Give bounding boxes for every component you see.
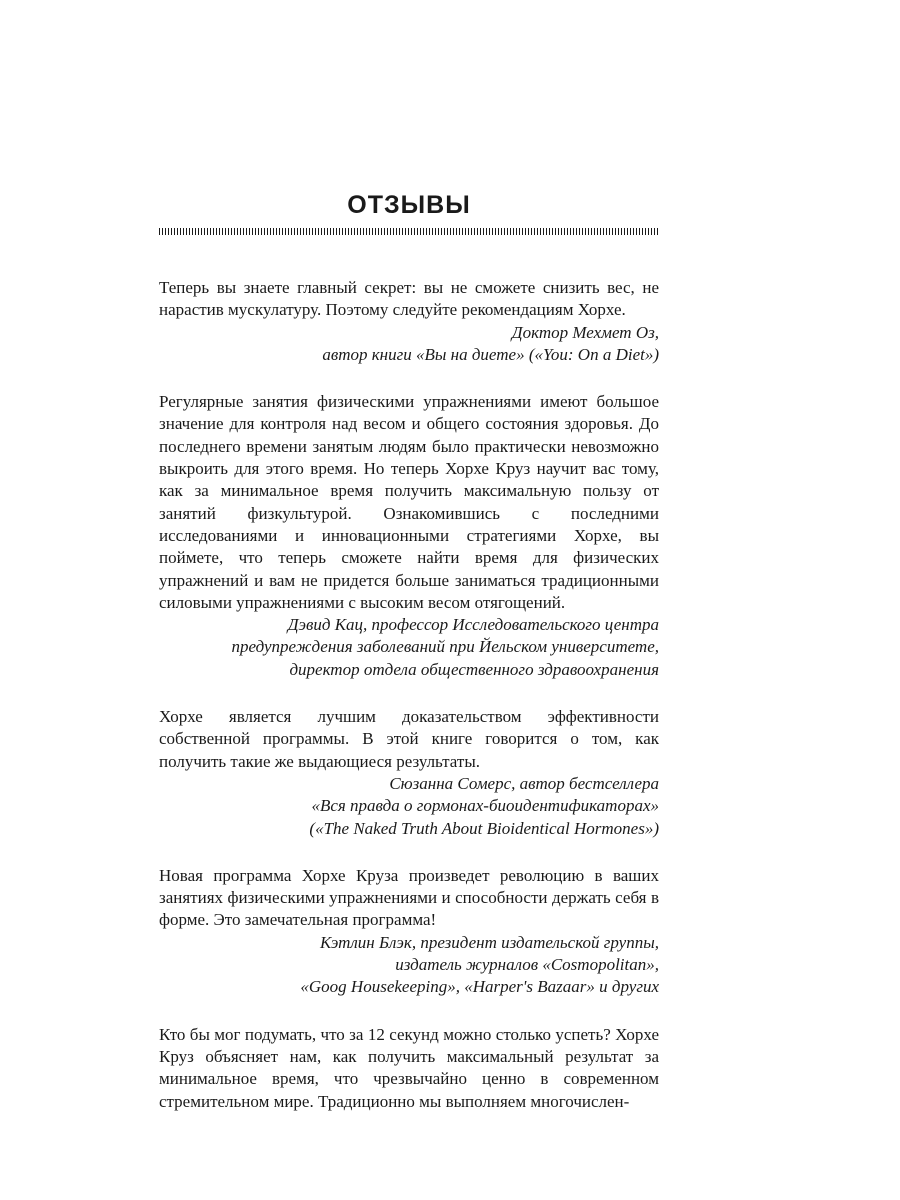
author-line: Кэтлин Блэк, президент издательской группы, (319, 932, 659, 952)
author-line: Сюзанна Сомерс, автор бестселлера (389, 773, 659, 793)
review-text: Теперь вы знаете главный секрет: вы не сможете снизить вес, не нарастив мускулатуру. Поэтому следуйте рекомендациям Хорхе. (159, 278, 659, 320)
review (159, 1024, 659, 1113)
review-text: Кто бы мог подумать, что за 12 секунд можно столько успеть? Хорхе Круз объясняет нам, как получить максимальный результат за минимальное время, что чрезвычайно ценно в современном стремительном мире. Традиционно мы выполняем многочислен- (159, 1024, 659, 1111)
book-page (159, 190, 659, 1113)
section-title: ОТЗЫВЫ (347, 191, 471, 219)
review-author (159, 614, 659, 681)
author-line: предупреждения заболеваний при Йельском университете, (231, 637, 659, 657)
review (159, 277, 659, 366)
author-line: «Вся правда о гормонах-биоидентификаторах» (311, 796, 659, 816)
author-line: издатель журналов «Cosmopolitan», (395, 955, 659, 975)
review-author (159, 932, 659, 999)
author-line: директор отдела общественного здравоохранения (289, 659, 659, 679)
author-line: автор книги «Вы на диете» («You: On a Diet») (322, 344, 659, 364)
review-text: Новая программа Хорхе Круза произведет революцию в ваших занятиях физическими упражнениями и способности держать себя в форме. Это замечательная программа! (159, 865, 659, 930)
review (159, 706, 659, 840)
review-text: Регулярные занятия физическими упражнениями имеют большое значение для контроля над весом и общего состояния здоровья. До последнего времени занятым людям было практически невозможно выкроить для этого время. Но теперь Хорхе Круз научит вас тому, как за минимальное время получить максимальную пользу от занятий физкультурой. Ознакомившись с последними исследованиями и инновационными стратегиями Хорхе, вы поймете, что теперь сможете найти время для физических упражнений и вам не придется больше заниматься традиционными силовыми упражнениями с высоким весом отягощений. (159, 392, 659, 612)
review-text: Хорхе является лучшим доказательством эффективности собственной программы. В этой книге говорится о том, как получить такие же выдающиеся результаты. (159, 707, 659, 771)
review (159, 865, 659, 999)
review-author (159, 322, 659, 367)
author-line: («The Naked Truth About Bioidentical Hormones») (309, 818, 659, 838)
author-line: Доктор Мехмет Оз, (511, 322, 659, 342)
title-divider (159, 228, 659, 235)
review (159, 391, 659, 681)
author-line: «Goog Housekeeping», «Harper's Bazaar» и других (300, 977, 659, 997)
review-author (159, 773, 659, 840)
author-line: Дэвид Кац, профессор Исследовательского центра (287, 615, 659, 635)
